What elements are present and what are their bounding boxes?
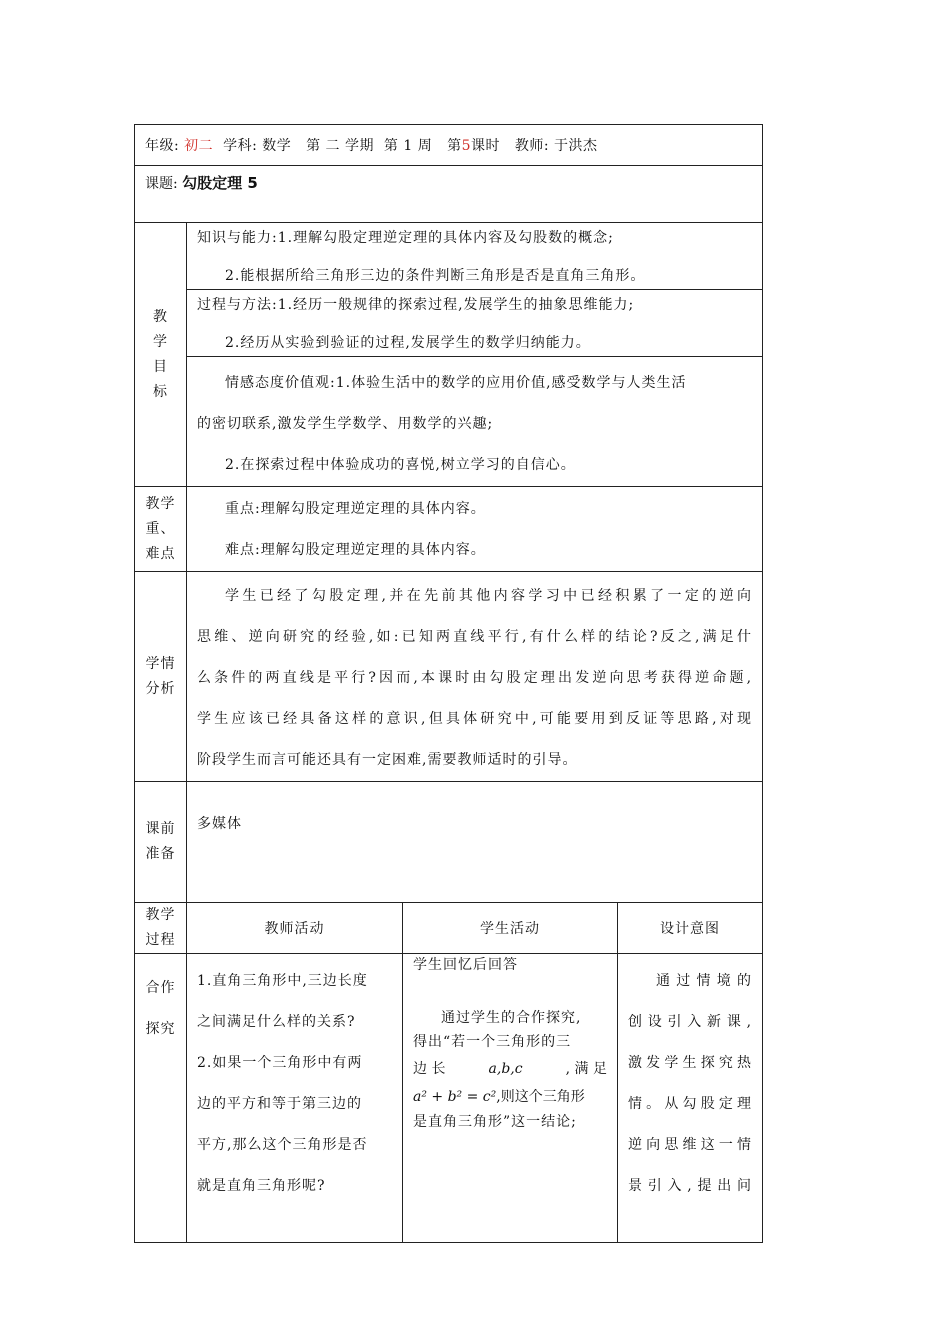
key-points-side-label: 教学 重、 难点: [135, 487, 187, 572]
key-points-row: [135, 487, 763, 572]
topic-value: 勾股定理 5: [182, 174, 258, 192]
objectives-emotion-row: [135, 357, 763, 487]
topic-label: 课题:: [145, 176, 178, 192]
student-line-1: 学生回忆后回答: [413, 957, 518, 973]
process-side-label: 教学 过程: [135, 903, 187, 954]
knowledge-line-2: 2.能根据所给三角形三边的条件判断三角形是否是直角三角形。: [225, 268, 646, 284]
preparation-side-label: 课前 准备: [135, 782, 187, 903]
student-line-3: 得出“若一个三角形的三: [413, 1034, 572, 1050]
grade-value: 初二: [184, 138, 214, 154]
analysis-line-2: 思维、逆向研究的经验,如:已知两直线平行,有什么样的结论?反之,满足什: [197, 629, 753, 645]
teacher-line-4: 边的平方和等于第三边的: [197, 1096, 362, 1112]
emotion-line-1: 情感态度价值观:1.体验生活中的数学的应用价值,感受数学与人类生活: [225, 375, 687, 391]
topic-row: [135, 166, 763, 223]
grade-label: 年级:: [145, 138, 180, 154]
emotion-cell: [187, 357, 763, 487]
knowledge-line-1: 知识与能力:1.理解勾股定理逆定理的具体内容及勾股数的概念;: [197, 230, 614, 246]
teacher-activity-cell: [187, 954, 403, 1243]
stage-label: 合作 探究: [135, 954, 187, 1243]
student-line-5: a² + b² = c²,则这个三角形: [413, 1089, 585, 1105]
design-line-6: 景引入,提出问: [628, 1178, 753, 1194]
focus-line: 重点:理解勾股定理逆定理的具体内容。: [225, 501, 486, 517]
process-method-cell: [187, 290, 763, 357]
design-line-1: 通过情境的: [656, 973, 753, 989]
week: 第 1 周: [383, 138, 433, 154]
analysis-line-3: 么条件的两直线是平行?因而,本课时由勾股定理出发逆向思考获得逆命题,: [197, 670, 753, 686]
header-row: [135, 125, 763, 166]
emotion-line-3: 2.在探索过程中体验成功的喜悦,树立学习的自信心。: [225, 457, 576, 473]
preparation-cell: [187, 782, 763, 903]
student-line-6: 是直角三角形”这一结论;: [413, 1114, 577, 1130]
analysis-line-5: 阶段学生而言可能还具有一定困难,需要教师适时的引导。: [197, 752, 578, 768]
knowledge-cell: [187, 223, 763, 290]
teacher-line-5: 平方,那么这个三角形是否: [197, 1137, 368, 1153]
emotion-line-2: 的密切联系,激发学生学数学、用数学的兴趣;: [197, 416, 494, 432]
teacher-line-2: 之间满足什么样的关系?: [197, 1014, 356, 1030]
header-cell: [135, 125, 763, 166]
difficulty-line: 难点:理解勾股定理逆定理的具体内容。: [225, 542, 486, 558]
design-intent-cell: [618, 954, 763, 1243]
teacher-label: 教师:: [514, 138, 550, 154]
term: 第 二 学期: [306, 138, 375, 154]
process-line-1: 过程与方法:1.经历一般规律的探索过程,发展学生的抽象思维能力;: [197, 297, 635, 313]
teacher-line-1: 1.直角三角形中,三边长度: [197, 973, 368, 989]
topic-cell: [135, 166, 763, 223]
process-body-row: [135, 954, 763, 1243]
design-line-4: 情。从勾股定理: [628, 1096, 753, 1112]
process-line-2: 2.经历从实验到验证的过程,发展学生的数学归纳能力。: [225, 335, 591, 351]
teacher-activity-header: 教师活动: [187, 903, 403, 954]
student-line-2: 通过学生的合作探究,: [441, 1010, 582, 1026]
lesson-number: 5: [461, 138, 472, 154]
lesson-plan-table: [134, 124, 763, 1243]
lesson-prefix: 第: [447, 138, 462, 154]
design-intent-header: 设计意图: [618, 903, 763, 954]
key-points-cell: [187, 487, 763, 572]
subject-value: 数学: [262, 138, 292, 154]
objectives-knowledge-row: [135, 223, 763, 290]
objectives-side-label: 教 学 目 标: [135, 223, 187, 487]
objectives-process-row: [135, 290, 763, 357]
analysis-row: [135, 572, 763, 782]
analysis-cell: [187, 572, 763, 782]
student-line-4: 边 长 a,b,c , 满 足: [413, 1054, 607, 1084]
process-header-row: [135, 903, 763, 954]
pythagorean-formula: a² + b² = c²: [413, 1089, 497, 1105]
design-line-3: 激发学生探究热: [628, 1055, 753, 1071]
preparation-value: 多媒体: [197, 816, 242, 832]
analysis-side-label: 学情 分析: [135, 572, 187, 782]
analysis-line-4: 学生应该已经具备这样的意识,但具体研究中,可能要用到反证等思路,对现: [197, 711, 753, 727]
preparation-row: [135, 782, 763, 903]
analysis-line-1: 学生已经了勾股定理,并在先前其他内容学习中已经积累了一定的逆向: [225, 588, 753, 604]
lesson-suffix: 课时: [471, 138, 501, 154]
student-activity-header: 学生活动: [403, 903, 618, 954]
teacher-value: 于洪杰: [554, 138, 598, 154]
teacher-line-3: 2.如果一个三角形中有两: [197, 1055, 363, 1071]
subject-label: 学科:: [223, 138, 258, 154]
design-line-2: 创设引入新课,: [628, 1014, 753, 1030]
student-activity-cell: [403, 954, 618, 1243]
side-variables: a,b,c: [488, 1061, 523, 1077]
design-line-5: 逆向思维这一情: [628, 1137, 753, 1153]
teacher-line-6: 就是直角三角形呢?: [197, 1178, 326, 1194]
